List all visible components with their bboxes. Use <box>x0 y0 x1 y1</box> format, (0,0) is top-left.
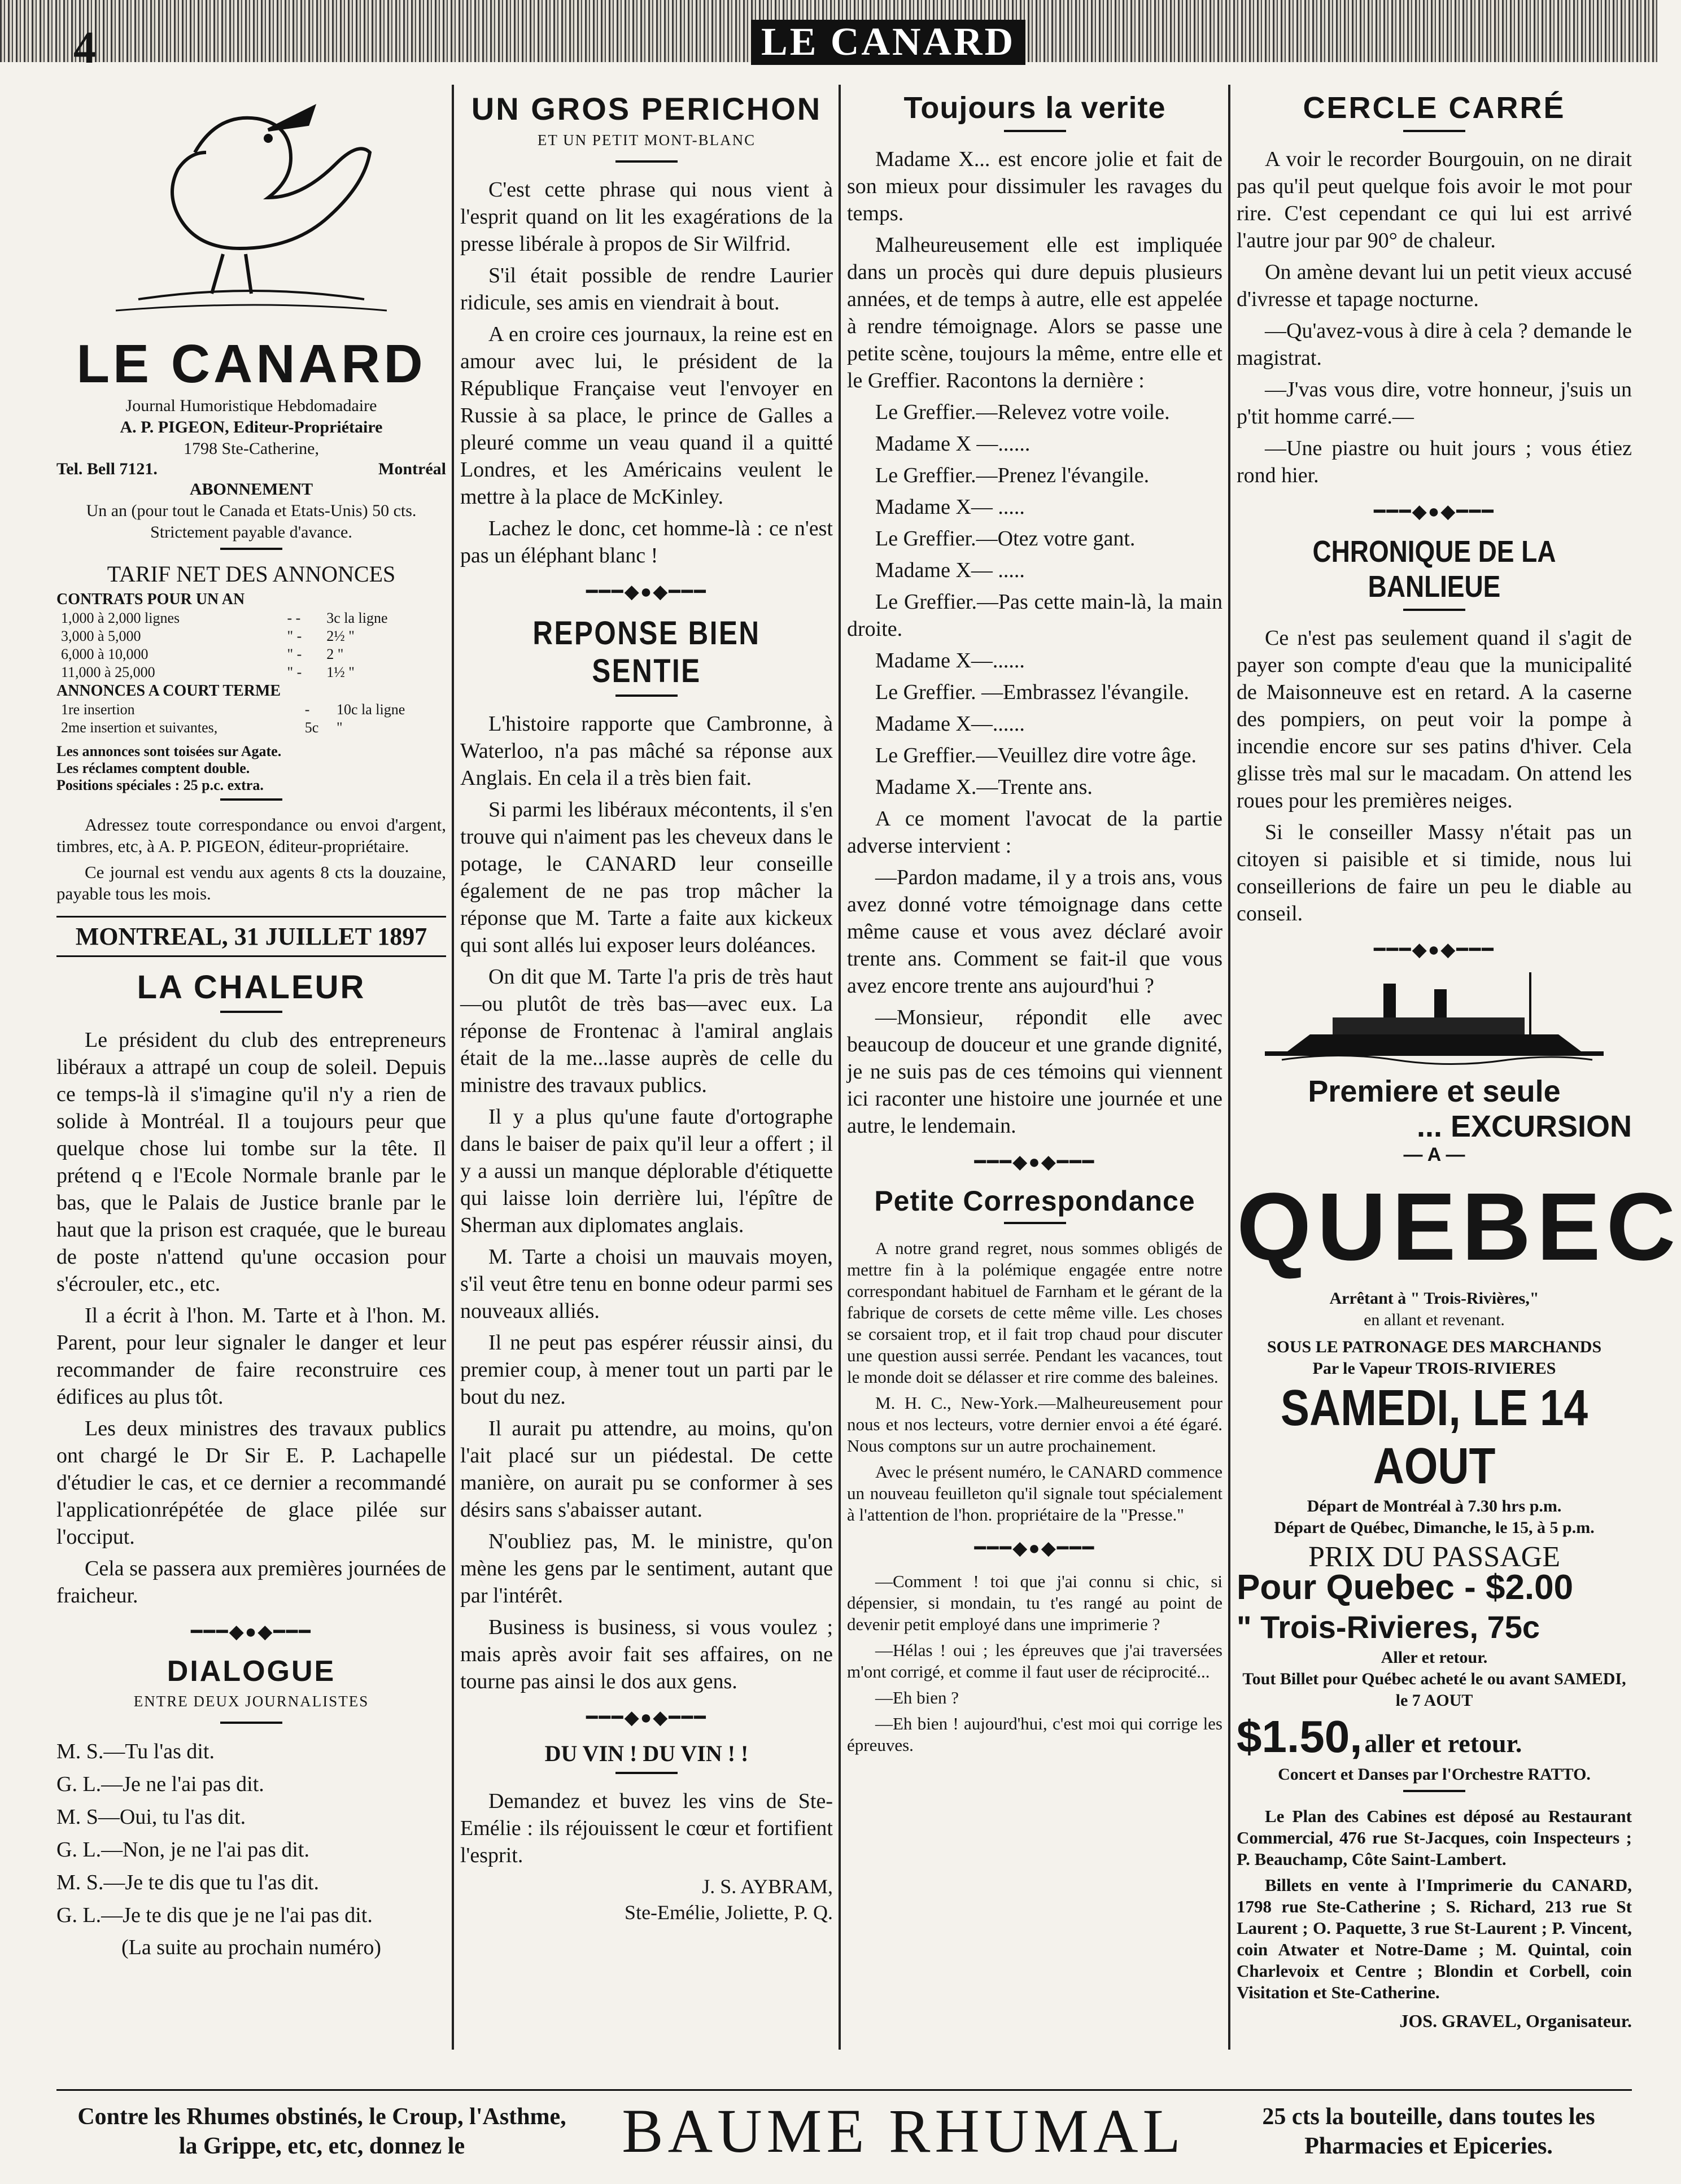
table-row: 2me insertion et suivantes, 5c " <box>61 719 343 736</box>
scene-line: Madame X —...... <box>875 432 1031 456</box>
court-terme-title: ANNONCES A COURT TERME <box>56 682 281 700</box>
bottom-ad-right: 25 cts la bouteille, dans toutes les Pharmacies et Epiceries. <box>1262 2104 1595 2159</box>
paragraph: N'oubliez pas, M. le ministre, qu'on mène les gens par le sentiment, autant que par l'intérêt. <box>460 1530 833 1608</box>
paragraph: M. Tarte a choisi un mauvais moyen, s'il veut être tenu en bonne odeur parmi ses nouveaux alliés. <box>460 1245 833 1323</box>
column-rule <box>839 85 841 2050</box>
paragraph: —Monsieur, répondit elle avec beaucoup de douceur et une grande dignité, je ne suis pas de ces témoins qui viennent ici raconter une histoire une journée et une autre, le lendemain. <box>847 1006 1222 1138</box>
paragraph: Le président du club des entrepreneurs libéraux a attrapé un coup de soleil. Depuis ce temps-là il s'imagine qu'il n'y a rien de solide à Montréal. Il a toujours peur que quelque chose lui tombe sur la tête. Il prétend q e l'Ecole Normale branle par le bas, que le Palais de Justice branle par le haut que la prison est craquée, que le bureau de poste n'attend qu'une occasion pour s'écrouler, etc., etc. <box>56 1028 446 1296</box>
tarif-title: TARIF NET DES ANNONCES <box>107 561 396 587</box>
column-4 <box>1237 85 1681 2050</box>
paragraph: A voir le recorder Bourgouin, on ne dirait pas qu'il peut quelque fois avoir le mot pour rire. C'est cependant ce qui lui est arrivé l'autre jour par 90° de chaleur. <box>1237 147 1632 252</box>
divider <box>1403 609 1465 611</box>
dialogue-line: M. S.—Je te dis que tu l'as dit. <box>56 1871 319 1894</box>
suite-note: (La suite au prochain numéro) <box>121 1936 382 1959</box>
dialogue-line: G. L.—Non, je ne l'ai pas dit. <box>56 1838 309 1862</box>
ad-plan: Le Plan des Cabines est déposé au Restaurant Commercial, 476 rue St-Jacques, coin Inspecteurs ; P. Beauchamp, Côte Saint-Lambert. <box>1237 1806 1632 1869</box>
steamboat-icon <box>1265 972 1604 1068</box>
ad-price-trois-rivieres: " Trois-Rivieres, 75c <box>1237 1609 1540 1645</box>
table-row: 11,000 à 25,000 " - 1½ " <box>61 664 355 680</box>
telephone: Tel. Bell 7121. <box>56 460 158 478</box>
page-number: 4 <box>73 23 96 73</box>
paragraph: M. H. C., New-York.—Malheureusement pour nous et nos lecteurs, votre dernier envoi a été égaré. Nous comptons sur un autre prochainement. <box>847 1393 1222 1456</box>
abonnement-label: ABONNEMENT <box>189 480 313 499</box>
ad-line: — A — <box>1403 1144 1465 1165</box>
ad-price-150: $1.50, <box>1237 1711 1363 1762</box>
note: Positions spéciales : 25 p.c. extra. <box>56 777 264 793</box>
paragraph: —Eh bien ! aujourd'hui, c'est moi qui corrige les épreuves. <box>847 1714 1222 1755</box>
ornament-divider: ━━━◆●◆━━━ <box>974 1152 1095 1173</box>
ad-vapeur: Par le Vapeur TROIS-RIVIERES <box>1312 1359 1556 1378</box>
adresse-text: Adressez toute correspondance ou envoi d'argent, timbres, etc, à A. P. PIGEON, éditeur-propriétaire. <box>56 815 446 856</box>
ad-prix-title: PRIX DU PASSAGE <box>1308 1541 1560 1573</box>
scene-line: Madame X—...... <box>875 712 1025 736</box>
ad-organisateur: JOS. GRAVEL, Organisateur. <box>1399 2011 1632 2031</box>
bottom-ad-product: BAUME RHUMAL <box>622 2096 1185 2165</box>
paragraph: L'histoire rapporte que Cambronne, à Waterloo, n'a pas mâché sa réponse aux Anglais. En cela il a très bien fait. <box>460 712 833 790</box>
scene-line: Le Greffier.—Pas cette main-là, la main droite. <box>847 590 1222 641</box>
divider <box>615 694 678 697</box>
ad-arret: Arrêtant à " Trois-Rivières," <box>1329 1289 1539 1308</box>
dialogue-line: M. S.—Tu l'as dit. <box>56 1740 215 1763</box>
divider <box>1004 130 1066 132</box>
article-title: REPONSE BIEN SENTIE <box>532 615 761 689</box>
paragraph: Les deux ministres des travaux publics ont chargé le Dr Sir E. P. Lachapelle d'étudier le cas, et ce dernier a recommandé l'applicationrépétée de glace pilée sur l'occiput. <box>56 1417 446 1549</box>
ad-depart: Départ de Québec, Dimanche, le 15, à 5 p.m. <box>1274 1518 1595 1537</box>
paragraph: Il a écrit à l'hon. M. Tarte et à l'hon. M. Parent, pour leur signaler le danger et leur recommander de faire reconstruire ces édifices au plus tôt. <box>56 1304 446 1409</box>
paragraph: Business is business, si vous voulez ; mais après avoir fait ses affaires, on ne tourne pas ainsi le dos aux gens. <box>460 1615 833 1693</box>
column-3 <box>847 85 1222 2050</box>
scene-line: Madame X.—Trente ans. <box>875 775 1093 799</box>
scene-line: Madame X— ..... <box>875 495 1025 519</box>
paragraph: —Eh bien ? <box>875 1688 959 1707</box>
ornament-divider: ━━━◆●◆━━━ <box>191 1622 312 1643</box>
paragraph: —Pardon madame, il y a trois ans, vous avez donné votre témoignage dans cette même cause et vous avez déclaré avoir trente ans. Comment se fait-il que vous avez encore trente ans aujourd'hui ? <box>847 866 1222 998</box>
ornament-divider: ━━━◆●◆━━━ <box>1374 501 1495 522</box>
article-title: Toujours la verite <box>903 91 1166 125</box>
divider <box>1403 130 1465 132</box>
ornament-divider: ━━━◆●◆━━━ <box>586 582 707 602</box>
scene-line: Le Greffier. —Embrassez l'évangile. <box>875 680 1189 704</box>
paragraph: A ce moment l'avocat de la partie adverse intervient : <box>847 807 1222 858</box>
ad-billet: Tout Billet pour Québec acheté le ou avant SAMEDI, le 7 AOUT <box>1242 1670 1626 1710</box>
paragraph: Lachez le donc, cet homme-là : ce n'est pas un éléphant blanc ! <box>460 517 833 567</box>
ad-concert: Concert et Danses par l'Orchestre RATTO. <box>1278 1765 1591 1784</box>
contrats-title: CONTRATS POUR UN AN <box>56 591 245 608</box>
ad-patronage: SOUS LE PATRONAGE DES MARCHANDS <box>1267 1338 1602 1356</box>
ad-arret: en allant et revenant. <box>1364 1311 1505 1329</box>
table-row: 1re insertion - 10c la ligne <box>61 701 405 718</box>
paragraph: On amène devant lui un petit vieux accusé d'ivresse et tapage nocturne. <box>1237 260 1632 311</box>
paragraph: Ce n'est pas seulement quand il s'agit de payer son compte d'eau que la municipalité de Maisonneuve est en retard. A la caserne des pompiers, on peut voir la pompe à incendie encore sur ses patins d'hiver. Cela glisse très mal sur le macadam. On attend les roues pour les premières neiges. <box>1237 626 1632 813</box>
scene-line: Le Greffier.—Relevez votre voile. <box>875 400 1170 424</box>
paragraph: Cela se passera aux premières journées de fraicheur. <box>56 1557 446 1608</box>
paragraph: Il ne peut pas espérer réussir ainsi, du premier coup, à mener tout un parti par le bout du nez. <box>460 1331 833 1409</box>
ad-billets: Billets en vente à l'Imprimerie du CANARD, 1798 rue Ste-Catherine ; S. Richard, 213 rue St Laurent ; O. Paquette, 3 rue St-Laurent ; P. Vincent, coin Atwater et Notre-Dame ; M. Quintal, coin Charlevoix et Centre ; Blondin et Corbell, coin Visitation et Ste-Catherine. <box>1237 1875 1632 2002</box>
scene-line: Le Greffier.—Veuillez dire votre âge. <box>875 744 1197 767</box>
divider <box>1403 1790 1465 1792</box>
article-title: DU VIN ! DU VIN ! ! <box>544 1741 749 1766</box>
table-row: 6,000 à 10,000 " - 2 " <box>61 646 344 662</box>
note: Les réclames comptent double. <box>56 760 250 776</box>
scene-line: Madame X— ..... <box>875 558 1025 582</box>
article-title: CERCLE CARRÉ <box>1303 91 1566 125</box>
paragraph: Madame X... est encore jolie et fait de son mieux pour dissimuler les ravages du temps. <box>847 147 1222 225</box>
address: 1798 Ste-Catherine, <box>184 439 319 458</box>
ad-price-150-tail: aller et retour. <box>1364 1729 1522 1758</box>
publisher: A. P. PIGEON, Editeur-Propriétaire <box>120 418 383 436</box>
divider <box>1004 1222 1066 1224</box>
column-rule <box>452 85 454 2050</box>
article-title: DIALOGUE <box>167 1655 336 1688</box>
scene-line: Le Greffier.—Prenez l'évangile. <box>875 464 1150 487</box>
divider <box>220 1011 282 1013</box>
ad-samedi: SAMEDI, LE 14 AOUT <box>1280 1380 1588 1495</box>
running-head: LE CANARD <box>751 20 1025 65</box>
column-2 <box>460 85 833 2050</box>
paragraph: Il y a plus qu'une faute d'ortographe dans le baiser de paix qu'il leur a offert ; il y a aussi un manque déplorable d'étiquette qui laisse loin derrière lui, l'épître de Sherman aux diplomates anglais. <box>460 1105 833 1237</box>
city: Montréal <box>378 460 446 478</box>
scene-line: Le Greffier.—Otez votre gant. <box>875 527 1136 551</box>
ad-line: Premiere et seule <box>1308 1074 1561 1108</box>
paragraph: Si le conseiller Massy n'était pas un citoyen si paisible et si timide, nous lui conseillerions de faire un peu le diable au conseil. <box>1237 820 1632 925</box>
ad-aller-retour: Aller et retour. <box>1381 1648 1488 1667</box>
logo-title: LE CANARD <box>76 334 426 394</box>
paragraph: Demandez et buvez les vins de Ste-Emélie : ils réjouissent le cœur et fortifient l'esprit. <box>460 1789 833 1867</box>
divider <box>220 798 282 801</box>
paragraph: A en croire ces journaux, la reine est en amour avec lui, le président de la République Française veut l'envoyer en Russie à sa place, le prince de Galles a pleuré comme un veau quand il a quitté Londres, et les Américains veulent le mettre à la place de McKinley. <box>460 322 833 509</box>
paragraph: Si parmi les libéraux mécontents, il s'en trouve qui n'aiment pas les cheveux dans le potage, le CANARD leur conseille également de ne pas trop mâcher la réponse que M. Tarte a faite aux kickeux qui sont allés lui exposer leurs doléances. <box>460 798 833 957</box>
ad-price-quebec: Pour Quebec - $2.00 <box>1237 1568 1574 1607</box>
paragraph: Malheureusement elle est impliquée dans un procès qui dure depuis plusieurs années, et de temps à autre, elle est appelée à rendre témoignage. Alors se passe une petite scène, toujours la même, entre elle et le Greffier. Racontons la dernière : <box>847 233 1222 392</box>
divider <box>220 548 282 550</box>
paragraph: —Une piastre ou huit jours ; vous étiez rond hier. <box>1237 436 1632 487</box>
article-title: UN GROS PERICHON <box>471 91 822 126</box>
tarif-table <box>56 609 446 682</box>
paragraph: A notre grand regret, nous sommes obligés de mettre fin à la polémique engagée entre notre correspondant habituel de Farnham et le gérant de la fabrique de corsets de cette même ville. Les choses se corsaient trop, et il fait trop chaud pour discuter une question aussi serrée. Pendant les vacances, tout le monde doit se délasser et rire comme des baleines. <box>847 1238 1222 1387</box>
paragraph: —Comment ! toi que j'ai connu si chic, si dépensier, si mondain, tu t'es rangé au point de devenir petit employé dans une imprimerie ? <box>847 1571 1222 1634</box>
abonnement-text: Un an (pour tout le Canada et Etats-Unis) 50 cts. Strictement payable d'avance. <box>86 501 417 541</box>
ad-depart: Départ de Montréal à 7.30 hrs p.m. <box>1307 1497 1562 1515</box>
column-rule <box>1228 85 1230 2050</box>
paragraph: On dit que M. Tarte l'a pris de très haut—ou plutôt de très bas—avec eux. La réponse de Frontenac à l'amiral anglais était de la me...lasse auprès de celle du ministre des travaux publics. <box>460 965 833 1097</box>
article-subtitle: ET UN PETIT MONT-BLANC <box>537 132 756 148</box>
date-line: MONTREAL, 31 JUILLET 1897 <box>56 916 446 957</box>
paragraph: Il aurait pu attendre, au moins, qu'on l'ait placé sur un piédestal. De cette manière, on aurait pu se conformer à ses désirs sans s'abaisser autant. <box>460 1417 833 1522</box>
paragraph: S'il était possible de rendre Laurier ridicule, ses amis en viendrait à bout. <box>460 264 833 315</box>
ad-line: ... EXCURSION <box>1416 1110 1632 1143</box>
bottom-ad-left: Contre les Rhumes obstinés, le Croup, l'Asthme, la Grippe, etc, etc, donnez le <box>77 2104 566 2159</box>
note: Les annonces sont toisées sur Agate. <box>56 743 282 759</box>
table-row: 1,000 à 2,000 lignes - - 3c la ligne <box>61 610 388 626</box>
court-terme-table <box>56 700 446 737</box>
table-row: 3,000 à 5,000 " - 2½ " <box>61 628 355 644</box>
paragraph: Avec le présent numéro, le CANARD commence un nouveau feuilleton qu'il signale tout spécialement à l'attention de l'hon. propriétaire de la "Presse." <box>847 1462 1222 1525</box>
bottom-advertisement <box>56 2089 1632 2176</box>
paragraph: C'est cette phrase qui nous vient à l'esprit quand on lit les exagérations de la presse libérale à propos de Sir Wilfrid. <box>460 178 833 256</box>
divider <box>615 160 678 163</box>
column-1 <box>56 85 446 2050</box>
divider <box>615 1772 678 1774</box>
article-subtitle: ENTRE DEUX JOURNALISTES <box>133 1693 369 1710</box>
dialogue-line: M. S—Oui, tu l'as dit. <box>56 1805 246 1829</box>
ornament-divider: ━━━◆●◆━━━ <box>586 1707 707 1728</box>
article-title: CHRONIQUE DE LA BANLIEUE <box>1312 535 1556 604</box>
article-title: LA CHALEUR <box>137 969 366 1006</box>
article-title: Petite Correspondance <box>874 1185 1195 1217</box>
paragraph: —Qu'avez-vous à dire à cela ? demande le magistrat. <box>1237 319 1632 370</box>
paragraph: —J'vas vous dire, votre honneur, j'suis un p'tit homme carré.— <box>1237 378 1632 429</box>
signature: J. S. AYBRAM, <box>702 1875 833 1898</box>
vente-text: Ce journal est vendu aux agents 8 cts la douzaine, payable tous les mois. <box>56 862 446 903</box>
divider <box>220 1722 282 1724</box>
dialogue-line: G. L.—Je ne l'ai pas dit. <box>56 1772 264 1796</box>
tagline: Journal Humoristique Hebdomadaire <box>125 396 377 415</box>
ad-quebec: QUEBEC <box>1237 1173 1681 1281</box>
paragraph: —Hélas ! oui ; les épreuves que j'ai traversées m'ont corrigé, et comme il faut user de réciprocité... <box>847 1640 1222 1681</box>
ornament-divider: ━━━◆●◆━━━ <box>1374 940 1495 960</box>
signature-place: Ste-Emélie, Joliette, P. Q. <box>625 1901 833 1924</box>
scene-line: Madame X—...... <box>875 649 1025 672</box>
dialogue-line: G. L.—Je te dis que je ne l'ai pas dit. <box>56 1903 373 1927</box>
ornament-divider: ━━━◆●◆━━━ <box>974 1538 1095 1559</box>
duck-illustration-icon <box>82 85 421 322</box>
